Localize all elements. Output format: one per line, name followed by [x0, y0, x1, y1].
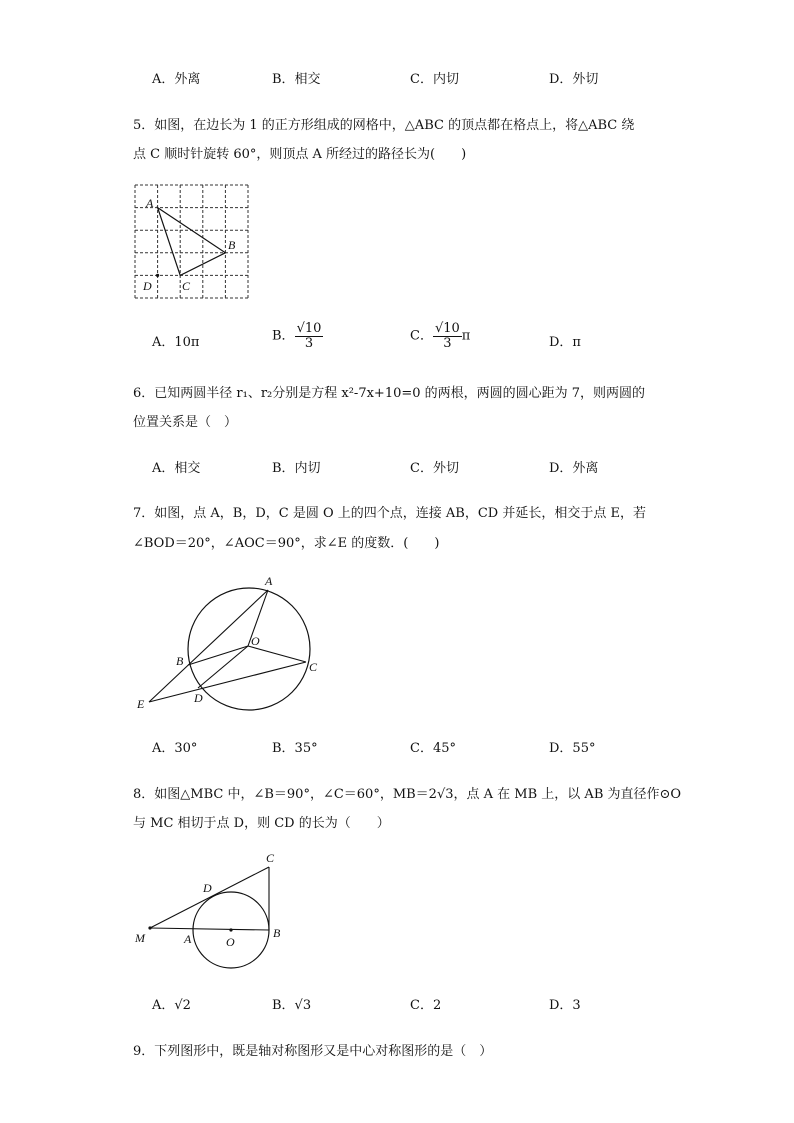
q5-stem-line2: 点 C 顺时针旋转 60°，则顶点 A 所经过的路径长为( )	[133, 147, 467, 162]
q7-circle-figure	[130, 570, 330, 718]
q7-label-b: B	[176, 654, 184, 668]
q8-label-b: B	[273, 926, 281, 940]
q8-label-c: C	[266, 851, 275, 865]
q8-option-b: B．√3	[272, 998, 312, 1013]
q5-label-c: C	[182, 279, 191, 293]
q5-option-b-denominator: 3	[304, 335, 314, 351]
q6-stem-line1: 6．已知两圆半径 r₁、r₂分别是方程 x²-7x+10=0 的两根，两圆的圆心距为 7，则两圆的	[133, 386, 646, 401]
q8-label-a: A	[184, 932, 192, 946]
q7-label-d: D	[194, 691, 203, 705]
q7-stem-line1: 7．如图，点 A，B，D，C 是圆 O 上的四个点，连接 AB，CD 并延长，相交于点 E，若	[133, 506, 646, 521]
q8-option-a: A．√2	[152, 998, 191, 1013]
q7-label-e: E	[137, 697, 145, 711]
q5-stem-line1: 5．如图，在边长为 1 的正方形组成的网格中，△ABC 的顶点都在格点上，将△ABC 绕	[133, 118, 635, 133]
q6-option-b: B．内切	[272, 461, 321, 476]
q8-stem-line1: 8．如图△MBC 中，∠B＝90°，∠C＝60°，MB＝2√3，点 A 在 MB 上，以 AB 为直径作⊙O	[133, 787, 682, 802]
q8-tangent-figure	[130, 848, 300, 976]
q8-point-m	[148, 926, 151, 929]
q8-stem-line2: 与 MC 相切于点 D，则 CD 的长为（ ）	[133, 816, 390, 831]
q5-option-c-fraction	[433, 322, 462, 350]
q7-label-c: C	[309, 660, 318, 674]
q5-label-a: A	[146, 196, 154, 210]
q6-option-c: C．外切	[410, 461, 459, 476]
q5-triangle-abc	[158, 208, 226, 276]
q7-option-c: C．45°	[410, 741, 456, 756]
q4-option-d: D．外切	[549, 72, 599, 87]
q9-stem-line1: 9．下列图形中，既是轴对称图形又是中心对称图形的是（ ）	[133, 1044, 493, 1059]
q5-option-c-denominator: 3	[443, 335, 452, 351]
q4-option-c: C．内切	[410, 72, 459, 87]
q7-label-o: O	[251, 634, 260, 648]
q5-option-c-suffix: π	[461, 328, 471, 344]
q7-option-b: B．35°	[272, 741, 318, 756]
q5-option-b-prefix: B．	[272, 328, 295, 344]
q6-option-a: A．相交	[152, 461, 201, 476]
q4-option-a: A．外离	[152, 72, 201, 87]
q5-option-b-fraction	[295, 322, 324, 350]
q4-option-b: B．相交	[272, 72, 321, 87]
q5-grid-figure	[130, 182, 255, 304]
q5-option-c	[410, 322, 470, 350]
q5-option-c-numerator: √10	[434, 321, 460, 336]
q7-option-d: D．55°	[549, 741, 596, 756]
q7-segments	[149, 590, 306, 702]
q7-circle-o	[188, 588, 310, 710]
q5-option-c-prefix: C．	[410, 328, 433, 344]
q5-option-d: D．π	[549, 335, 581, 350]
q8-label-o: O	[226, 935, 235, 949]
q5-option-b	[272, 322, 323, 350]
q5-option-a: A．10π	[152, 335, 200, 350]
q8-option-c: C．2	[410, 998, 442, 1013]
q6-option-d: D．外离	[549, 461, 599, 476]
q7-stem-line2: ∠BOD＝20°，∠AOC＝90°，求∠E 的度数．( )	[133, 536, 440, 551]
q8-label-m: M	[135, 931, 145, 945]
q5-label-d: D	[143, 279, 152, 293]
q8-point-o	[229, 928, 232, 931]
q5-label-b: B	[228, 238, 236, 252]
q7-option-a: A．30°	[152, 741, 198, 756]
q7-label-a: A	[265, 574, 273, 588]
q8-label-d: D	[203, 881, 212, 895]
q8-option-d: D．3	[549, 998, 581, 1013]
q6-stem-line2: 位置关系是（ ）	[133, 415, 238, 430]
q5-option-b-numerator: √10	[296, 321, 322, 336]
q5-point-d	[156, 274, 159, 277]
